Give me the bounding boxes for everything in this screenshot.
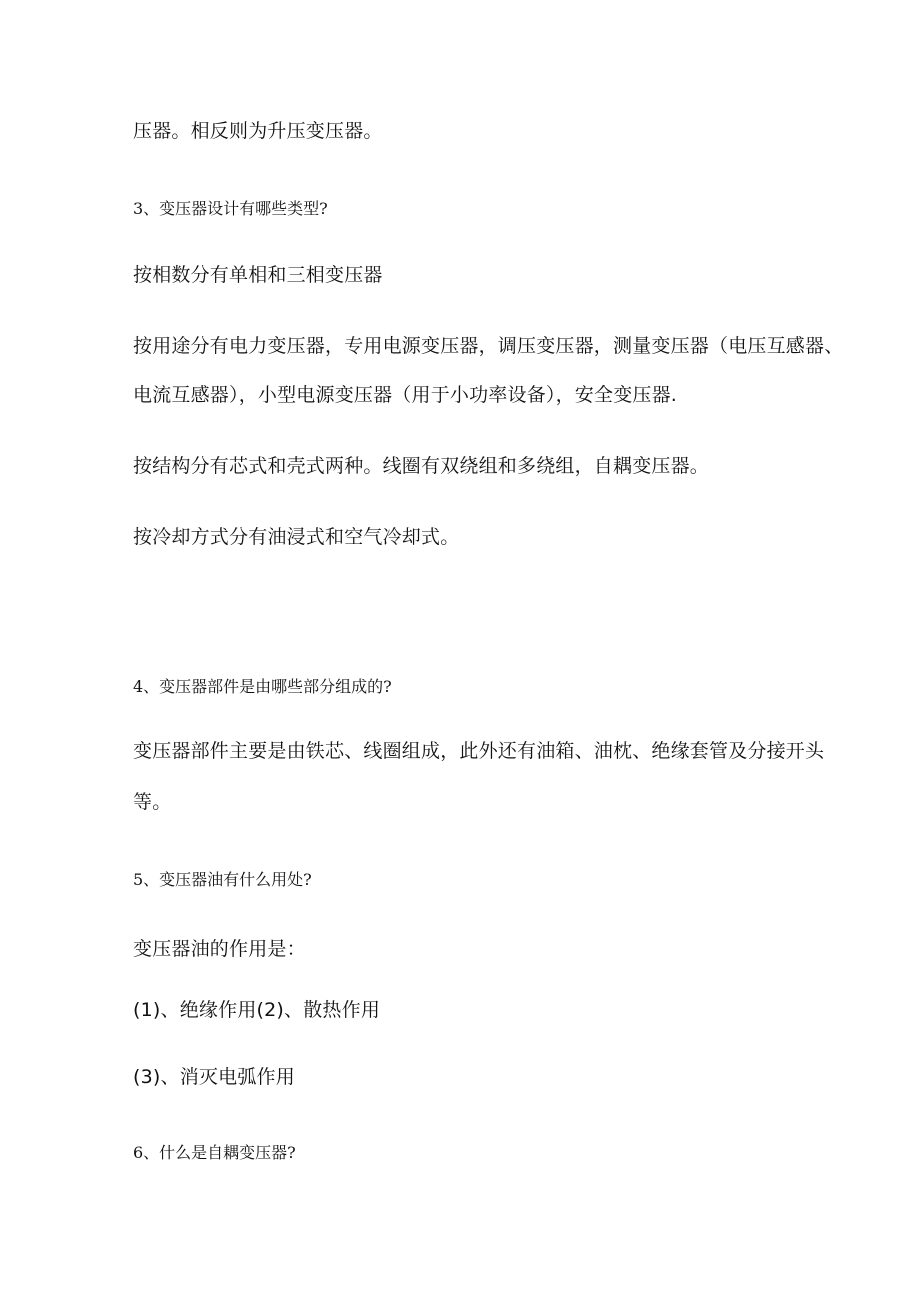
question-heading-4: 4、变压器部件是由哪些部分组成的?	[133, 677, 392, 696]
paragraph-line: 按冷却方式分有油浸式和空气冷却式。	[133, 526, 460, 548]
paragraph-line: (1)、绝缘作用(2)、散热作用	[133, 999, 381, 1021]
question-heading-6: 6、什么是自耦变压器?	[133, 1143, 296, 1162]
paragraph-line: 电流互感器），小型电源变压器（用于小功率设备），安全变压器.	[133, 384, 678, 406]
paragraph-line: 等。	[133, 791, 172, 813]
paragraph-line: 按相数分有单相和三相变压器	[133, 264, 383, 286]
paragraph-line: 按结构分有芯式和壳式两种。线圈有双绕组和多绕组，自耦变压器。	[133, 455, 710, 477]
paragraph-line: 压器。相反则为升压变压器。	[133, 120, 383, 142]
paragraph-line: (3)、消灭电弧作用	[133, 1066, 295, 1088]
paragraph-line: 变压器油的作用是：	[133, 938, 306, 960]
paragraph-line: 按用途分有电力变压器，专用电源变压器，调压变压器，测量变压器（电压互感器、	[133, 335, 844, 357]
paragraph-line: 变压器部件主要是由铁芯、线圈组成，此外还有油箱、油枕、绝缘套管及分接开头	[133, 740, 825, 762]
question-heading-3: 3、变压器设计有哪些类型?	[133, 199, 328, 218]
question-heading-5: 5、变压器油有什么用处?	[133, 870, 312, 889]
